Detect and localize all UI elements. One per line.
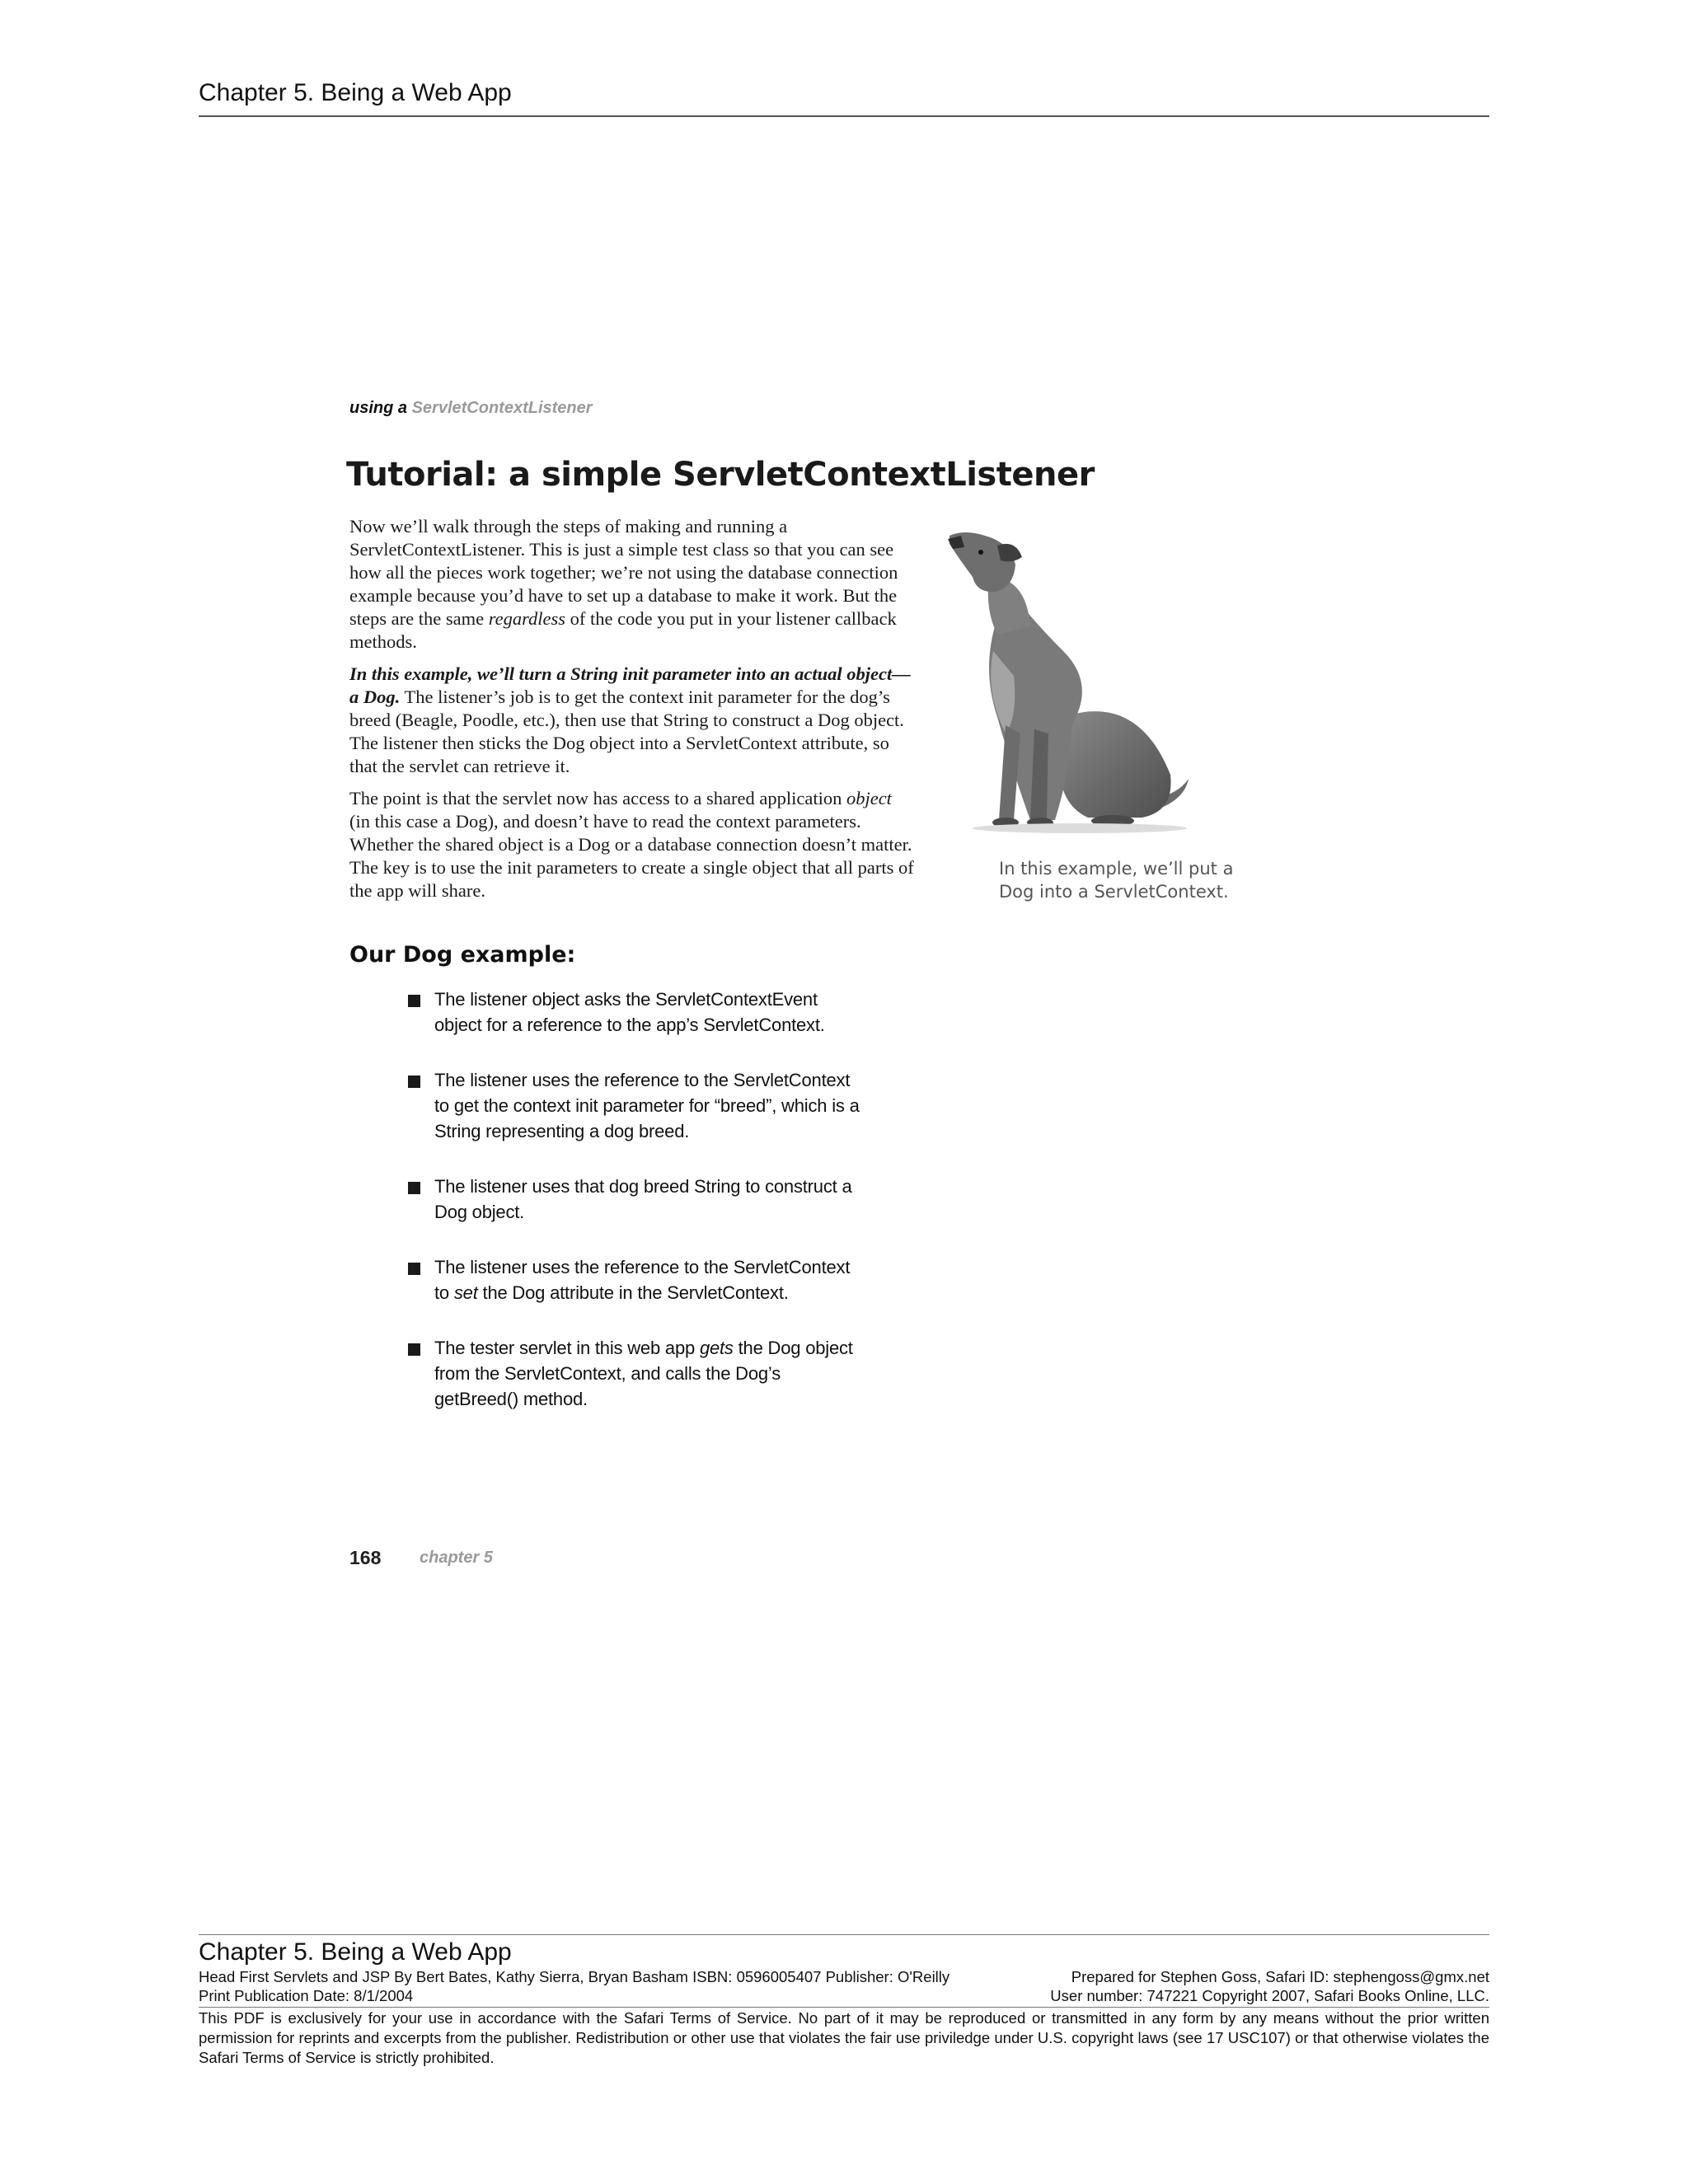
bullet-square-icon <box>408 1263 420 1275</box>
image-caption <box>999 857 1246 903</box>
footer-legal-notice: This PDF is exclusively for your use in accordance with the Safari Terms of Service. No part of it may be reproduced or transmitted in any form by any means without the prior written permission for reprints and excerpts from the publisher. Redistribution or other use that violates the fair use priviledge under U.S. copyright laws (see 17 USC107) or that otherwise violates the Safari Terms of Service is strictly prohibited. <box>199 2009 1489 2066</box>
bullet-square-icon <box>408 1076 420 1088</box>
paragraph-example: In this example, we’ll turn a String init parameter into an actual object—a Dog. The listener’s job is to get the context init parameter for the dog’s breed (Beagle, Poodle, etc.), then use that String to construct a Dog object. The listener then sticks the Dog object into a ServletContext attribute, so that the servlet can retrieve it. <box>349 663 911 776</box>
footer-user-number: User number: 747221 Copyright 2007, Safari Books Online, LLC. <box>1050 1987 1489 2004</box>
footer-divider-2 <box>199 2007 1489 2008</box>
list-item: The listener object asks the ServletContextEvent object for a reference to the app’s ServletContext. <box>406 987 867 1038</box>
running-head-topic: ServletContextListener <box>411 399 593 417</box>
list-item: The tester servlet in this web app gets the Dog object from the ServletContext, and calls the Dog’s getBreed() method. <box>406 1335 867 1412</box>
dog-photo <box>948 527 1195 841</box>
footer-date-row <box>199 1987 1489 2005</box>
bullet-square-icon <box>408 1182 420 1194</box>
footer-book-row <box>199 1968 1489 1986</box>
body-text <box>349 515 917 912</box>
running-head-prefix: using a <box>349 399 408 417</box>
page-title: Tutorial: a simple ServletContextListener <box>346 456 1095 494</box>
running-head <box>349 399 593 418</box>
bullet-square-icon <box>408 995 420 1007</box>
page-chapter-label: chapter 5 <box>420 1549 493 1567</box>
caption-line-2: Dog into a ServletContext. <box>999 882 1229 902</box>
paragraph-intro: Now we’ll walk through the steps of making and running a ServletContextListener. This is just a simple test class so that you can see how all the pieces work together; we’re not using the database connection example because you’d have to set up a database to make it work. But the steps are the same regardless of the code you put in your listener callback methods. <box>349 516 898 652</box>
header-divider <box>199 115 1489 117</box>
example-list <box>406 987 867 1412</box>
example-heading: Our Dog example: <box>349 942 576 968</box>
list-item: The listener uses the reference to the ServletContext to get the context init parameter for “breed”, which is a String representing a dog breed. <box>406 1067 867 1144</box>
list-item: The listener uses the reference to the ServletContext to set the Dog attribute in the ServletContext. <box>406 1254 867 1305</box>
footer-book-info: Head First Servlets and JSP By Bert Bates, Kathy Sierra, Bryan Basham ISBN: 0596005407 Publisher: O'Reilly <box>199 1968 950 1985</box>
caption-line-1: In this example, we’ll put a <box>999 859 1234 879</box>
footer-prepared-for: Prepared for Stephen Goss, Safari ID: stephengoss@gmx.net <box>1071 1968 1489 1985</box>
footer-title: Chapter 5. Being a Web App <box>199 1938 512 1966</box>
bullet-square-icon <box>408 1343 420 1356</box>
page-number: 168 <box>349 1547 382 1568</box>
footer-pub-date: Print Publication Date: 8/1/2004 <box>199 1987 414 2004</box>
footer-divider <box>199 1934 1489 1935</box>
chapter-header-title: Chapter 5. Being a Web App <box>199 79 512 106</box>
list-item: The listener uses that dog breed String to construct a Dog object. <box>406 1174 867 1225</box>
paragraph-point: The point is that the servlet now has access to a shared application object (in this case a Dog), and doesn’t have to read the context parameters. Whether the shared object is a Dog or a database connection doesn’t matter. The key is to use the init parameters to create a single object that all parts of the app will share. <box>349 788 914 901</box>
